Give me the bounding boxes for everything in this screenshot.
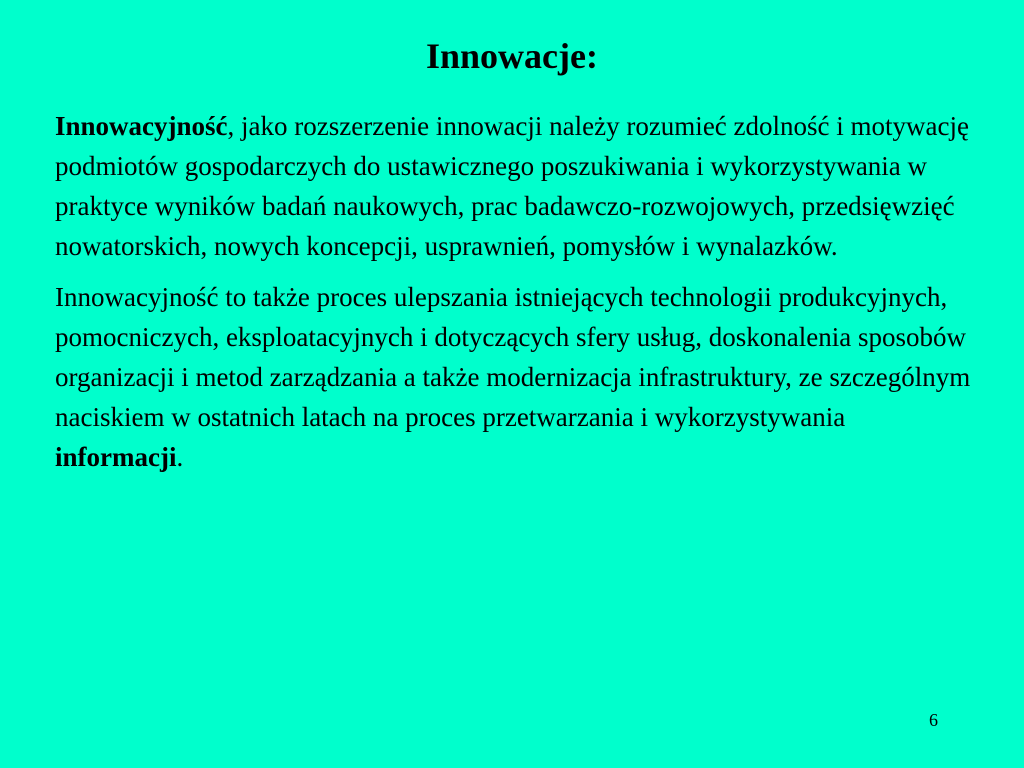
paragraph2-text: Innowacyjność to także proces ulepszania istniejących technologii produkcyjnych, pomocniczych, eksploatacyjnych i dotyczących sfery usług, doskonalenia sposobów organizacji i metod zarządzania a także modernizacja infrastruktury, ze szczególnym naciskiem w ostatnich latach na proces przetwarzania i wykorzystywania xyxy=(55,282,971,432)
paragraph-innovativeness-process xyxy=(55,277,980,477)
slide-title: Innowacje: xyxy=(426,36,598,76)
slide-body xyxy=(55,106,980,477)
paragraph-innovativeness-definition xyxy=(55,106,980,266)
bold-term-innowacyjnosc: Innowacyjność xyxy=(55,111,228,141)
paragraph2-end: . xyxy=(176,442,184,472)
page-number: 6 xyxy=(929,710,938,730)
bold-term-informacji: informacji xyxy=(55,442,177,472)
paragraph1-text: , jako rozszerzenie innowacji należy rozumieć zdolność i motywację podmiotów gospodarczych do ustawicznego poszukiwania i wykorzystywania w praktyce wyników badań naukowych, prac badawczo-rozwojowych, przedsięwzięć nowatorskich, nowych koncepcji, usprawnień, pomysłów i wynalazków. xyxy=(55,111,969,261)
